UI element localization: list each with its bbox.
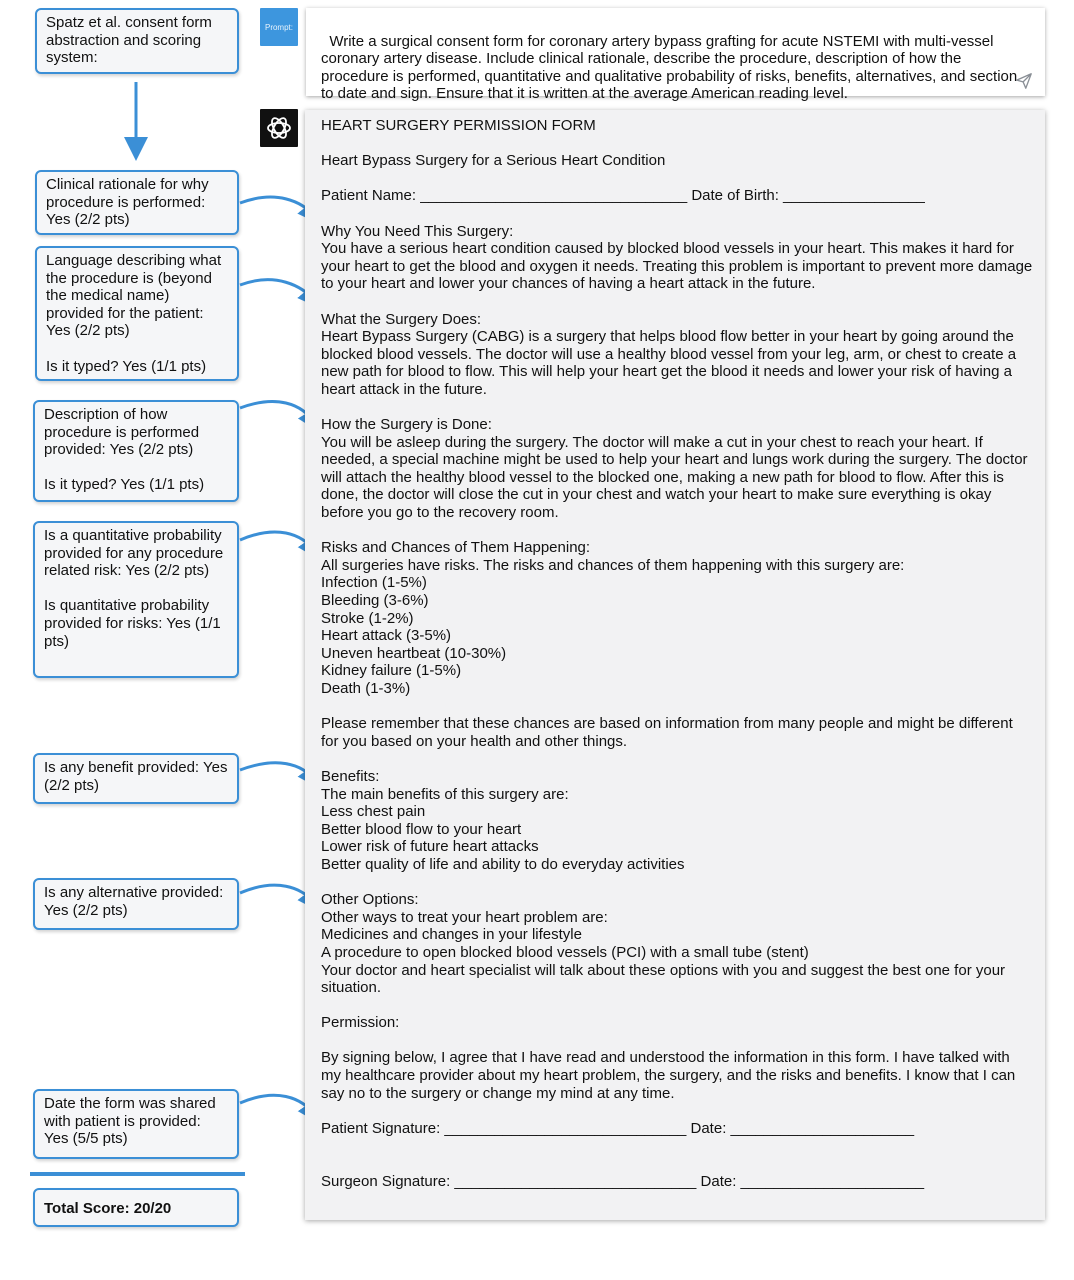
permission-heading: Permission:: [321, 1014, 400, 1032]
how-performed-score-box: Description of how procedure is performed provided: Yes (2/2 pts) Is it typed? Yes (1/1 pts): [33, 400, 239, 502]
options-intro: Other ways to treat your heart problem are:: [321, 908, 608, 926]
options-heading: Other Options:: [321, 891, 419, 909]
total-divider: [30, 1172, 245, 1176]
risk-item: Death (1-3%): [321, 680, 411, 697]
surgeon-signature-line: Surgeon Signature: _____________________________ Date: ______________________: [321, 1172, 925, 1190]
patient-signature-line: Patient Signature: _____________________________ Date: ______________________: [321, 1119, 915, 1137]
benefits-intro: The main benefits of this surgery are:: [321, 785, 569, 803]
benefit-item: Lower risk of future heart attacks: [321, 838, 539, 856]
benefit-item: Less chest pain: [321, 803, 426, 821]
what-heading: What the Surgery Does:: [321, 310, 482, 328]
options-note: Your doctor and heart specialist will talk about these options with you and suggest the best one for your situation.: [321, 961, 1010, 997]
what-text: Heart Bypass Surgery (CABG) is a surgery that helps blood flow better in your heart by going around the blocked blood vessels. The doctor will use a healthy blood vessel from your leg, arm, or chest to create a new path for blood to flow. This will help your heart get the blood it needs and lower your risk of having a heart attack in the future.: [321, 328, 1021, 398]
chatgpt-logo-icon: [260, 109, 298, 147]
benefit-score-box: Is any benefit provided: Yes (2/2 pts): [33, 753, 239, 804]
rationale-score-box: Clinical rationale for why procedure is performed: Yes (2/2 pts): [35, 170, 239, 235]
benefit-item: Better quality of life and ability to do everyday activities: [321, 855, 685, 873]
benefit-item: Better blood flow to your heart: [321, 820, 522, 838]
form-title: HEART SURGERY PERMISSION FORM: [321, 117, 596, 134]
why-heading: Why You Need This Surgery:: [321, 222, 514, 240]
risks-intro: All surgeries have risks. The risks and chances of them happening with this surgery are:: [321, 556, 905, 574]
permission-text: By signing below, I agree that I have read and understood the information in this form. I have talked with my healthcare provider about my heart problem, the surgery, and the risks and benefits. I know that I can say no to the surgery or change my mind at any time.: [321, 1049, 1020, 1102]
response-card: [305, 110, 1045, 1220]
scoring-system-box: Spatz et al. consent form abstraction and scoring system:: [35, 8, 239, 74]
risk-item: Uneven heartbeat (10-30%): [321, 644, 507, 662]
risk-item: Heart attack (3-5%): [321, 627, 452, 645]
how-heading: How the Surgery is Done:: [321, 416, 492, 434]
alternative-score-box: Is any alternative provided: Yes (2/2 pts): [33, 878, 239, 930]
risk-item: Bleeding (3-6%): [321, 592, 429, 610]
total-score-box: Total Score: 20/20: [33, 1188, 239, 1227]
how-text: You will be asleep during the surgery. The doctor will make a cut in your chest to reach your heart. If needed, a special machine might be used to help your heart and lungs work during the surgery. The doctor will attach the healthy blood vessel to the blocked one, making a new path for blood to flow. After this is done, the doctor will close the cut in your chest and watch your heart to make sure everything is okay before you go to the recovery room.: [321, 433, 1032, 522]
option-item: A procedure to open blocked blood vessels (PCI) with a small tube (stent): [321, 943, 809, 961]
risk-item: Infection (1-5%): [321, 574, 427, 592]
prompt-card: [306, 8, 1045, 103]
risk-item: Kidney failure (1-5%): [321, 662, 462, 680]
why-text: You have a serious heart condition caused by blocked blood vessels in your heart. This makes it hard for your heart to get the blood and oxygen it needs. Treating this problem is important to prevent more damage to your heart and lower your chances of having a heart attack in the future.: [321, 240, 1037, 293]
prompt-text: Write a surgical consent form for coronary artery bypass grafting for acute NSTEMI with multi-vessel coronary artery disease. Include clinical rationale, describe the procedure, description of how the procedure is performed, quantitative and qualitative probability of risks, benefits, alternatives, and section to date and sign. Ensure that it is written at the average American reading level.: [321, 32, 1022, 103]
option-item: Medicines and changes in your lifestyle: [321, 926, 582, 944]
prompt-icon: Prompt:: [260, 8, 298, 46]
risks-heading: Risks and Chances of Them Happening:: [321, 539, 591, 557]
date-score-box: Date the form was shared with patient is provided: Yes (5/5 pts): [33, 1089, 239, 1159]
benefits-heading: Benefits:: [321, 767, 380, 785]
send-icon[interactable]: [1015, 72, 1033, 90]
patient-name-line: Patient Name: ________________________________ Date of Birth: _________________: [321, 187, 925, 205]
language-score-box: Language describing what the procedure is (beyond the medical name) provided for the patient: Yes (2/2 pts) Is it typed? Yes (1/1 pts): [35, 246, 239, 381]
form-subtitle: Heart Bypass Surgery for a Serious Heart Condition: [321, 152, 666, 170]
risk-item: Stroke (1-2%): [321, 609, 414, 627]
probability-score-box: Is a quantitative probability provided for any procedure related risk: Yes (2/2 pts) Is quantitative probability provided for risks: Yes (1/1 pts): [33, 521, 239, 678]
risks-note: Please remember that these chances are based on information from many people and might be different for you based on your health and other things.: [321, 715, 1017, 750]
